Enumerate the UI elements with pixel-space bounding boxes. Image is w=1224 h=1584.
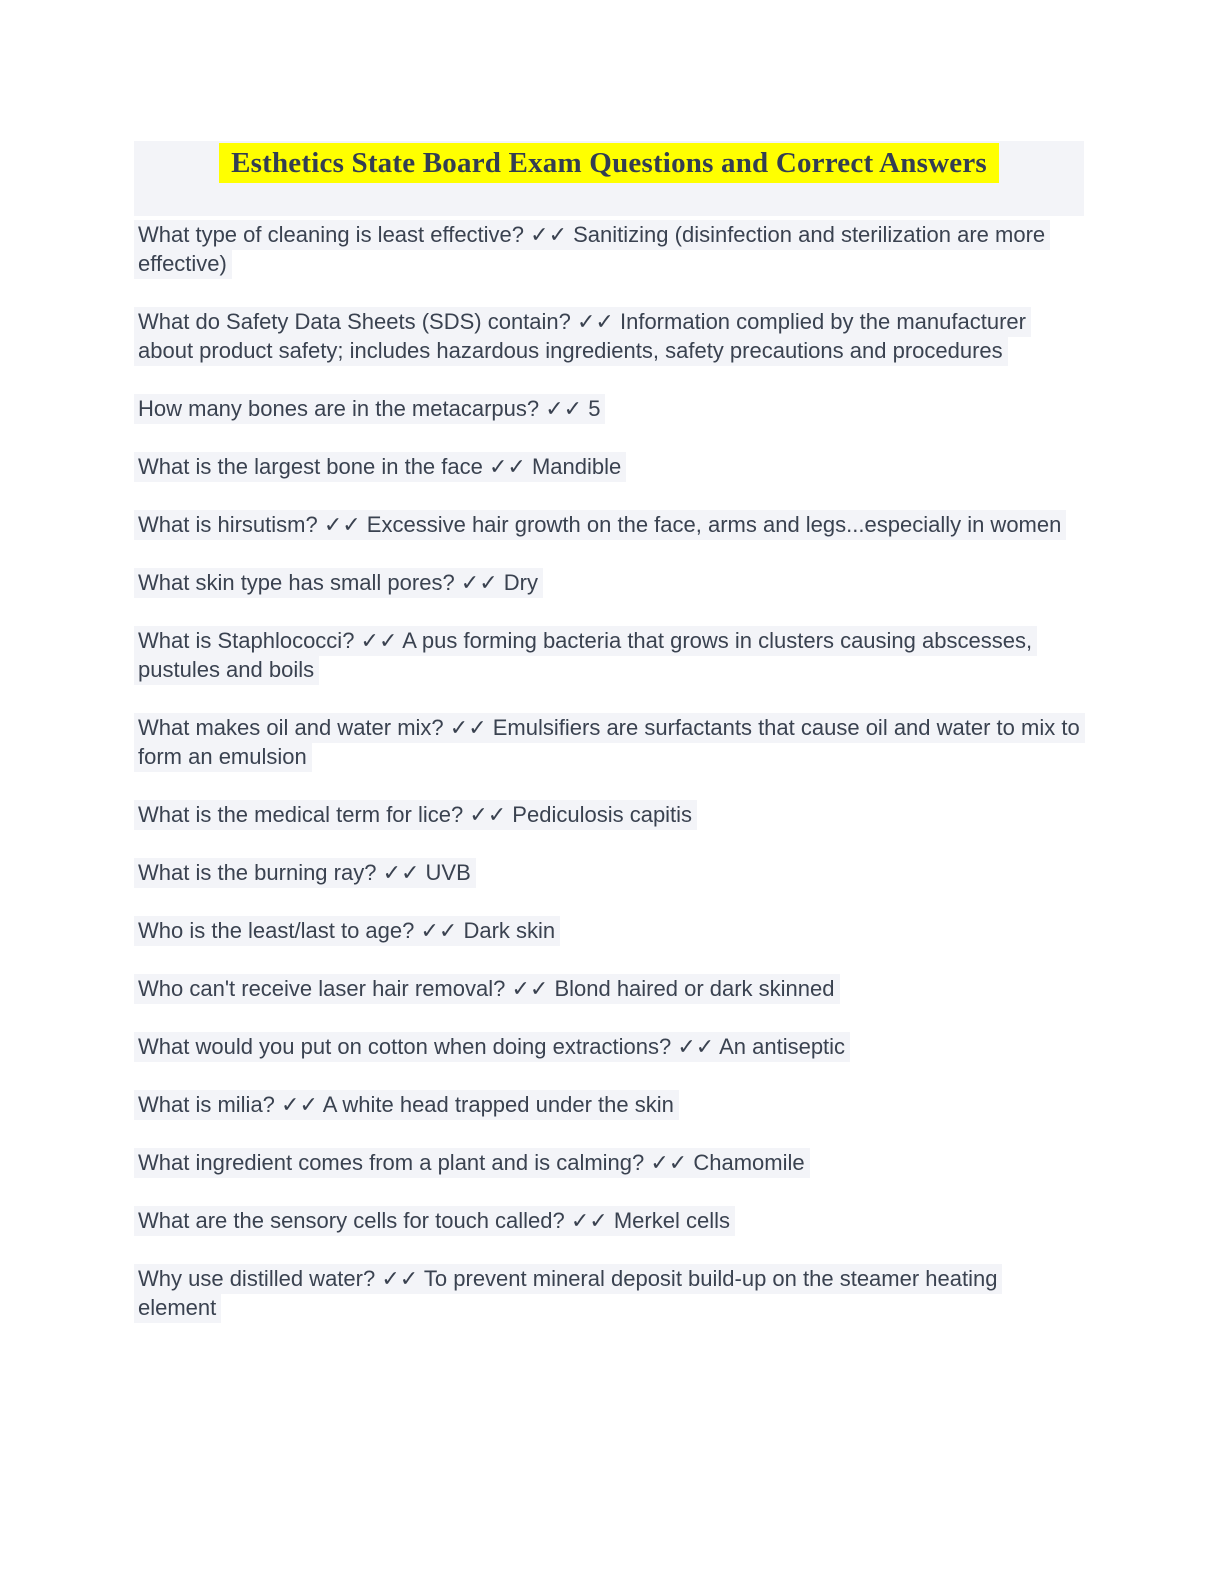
qa-item bbox=[134, 1206, 1084, 1235]
qa-text: Who can't receive laser hair removal? ✓✓ Blond haired or dark skinned bbox=[134, 974, 840, 1004]
qa-item bbox=[134, 1264, 1084, 1322]
qa-text: What ingredient comes from a plant and is calming? ✓✓ Chamomile bbox=[134, 1148, 810, 1178]
page-title: Esthetics State Board Exam Questions and Correct Answers bbox=[219, 143, 999, 183]
qa-text: Why use distilled water? ✓✓ To prevent mineral deposit build-up on the steamer heating element bbox=[134, 1264, 1002, 1323]
qa-text: How many bones are in the metacarpus? ✓✓ 5 bbox=[134, 394, 605, 424]
qa-text: What is the burning ray? ✓✓ UVB bbox=[134, 858, 476, 888]
qa-text: What is hirsutism? ✓✓ Excessive hair growth on the face, arms and legs...especially in women bbox=[134, 510, 1066, 540]
qa-text: What is the medical term for lice? ✓✓ Pediculosis capitis bbox=[134, 800, 697, 830]
qa-item bbox=[134, 1090, 1084, 1119]
qa-text: What are the sensory cells for touch called? ✓✓ Merkel cells bbox=[134, 1206, 735, 1236]
qa-item bbox=[134, 510, 1084, 539]
qa-item bbox=[134, 858, 1084, 887]
qa-item bbox=[134, 220, 1084, 278]
qa-item bbox=[134, 626, 1084, 684]
qa-list bbox=[134, 220, 1084, 1322]
document-page bbox=[134, 141, 1084, 1322]
qa-text: Who is the least/last to age? ✓✓ Dark skin bbox=[134, 916, 560, 946]
qa-text: What is Staphlococci? ✓✓ A pus forming bacteria that grows in clusters causing abscesses, pustules and boils bbox=[134, 626, 1037, 685]
qa-item bbox=[134, 568, 1084, 597]
qa-item bbox=[134, 394, 1084, 423]
qa-text: What would you put on cotton when doing extractions? ✓✓ An antiseptic bbox=[134, 1032, 850, 1062]
qa-text: What is milia? ✓✓ A white head trapped under the skin bbox=[134, 1090, 679, 1120]
qa-text: What makes oil and water mix? ✓✓ Emulsifiers are surfactants that cause oil and water to mix to form an emulsion bbox=[134, 713, 1085, 772]
qa-item bbox=[134, 713, 1084, 771]
qa-text: What is the largest bone in the face ✓✓ Mandible bbox=[134, 452, 626, 482]
qa-item bbox=[134, 916, 1084, 945]
qa-item bbox=[134, 974, 1084, 1003]
qa-item bbox=[134, 452, 1084, 481]
qa-item bbox=[134, 1032, 1084, 1061]
qa-item bbox=[134, 1148, 1084, 1177]
qa-text: What type of cleaning is least effective? ✓✓ Sanitizing (disinfection and sterilization are more effective) bbox=[134, 220, 1050, 279]
qa-item bbox=[134, 307, 1084, 365]
qa-text: What skin type has small pores? ✓✓ Dry bbox=[134, 568, 543, 598]
qa-item bbox=[134, 800, 1084, 829]
qa-text: What do Safety Data Sheets (SDS) contain? ✓✓ Information complied by the manufacturer about product safety; includes hazardous ingredients, safety precautions and procedures bbox=[134, 307, 1031, 366]
title-block bbox=[134, 141, 1084, 216]
